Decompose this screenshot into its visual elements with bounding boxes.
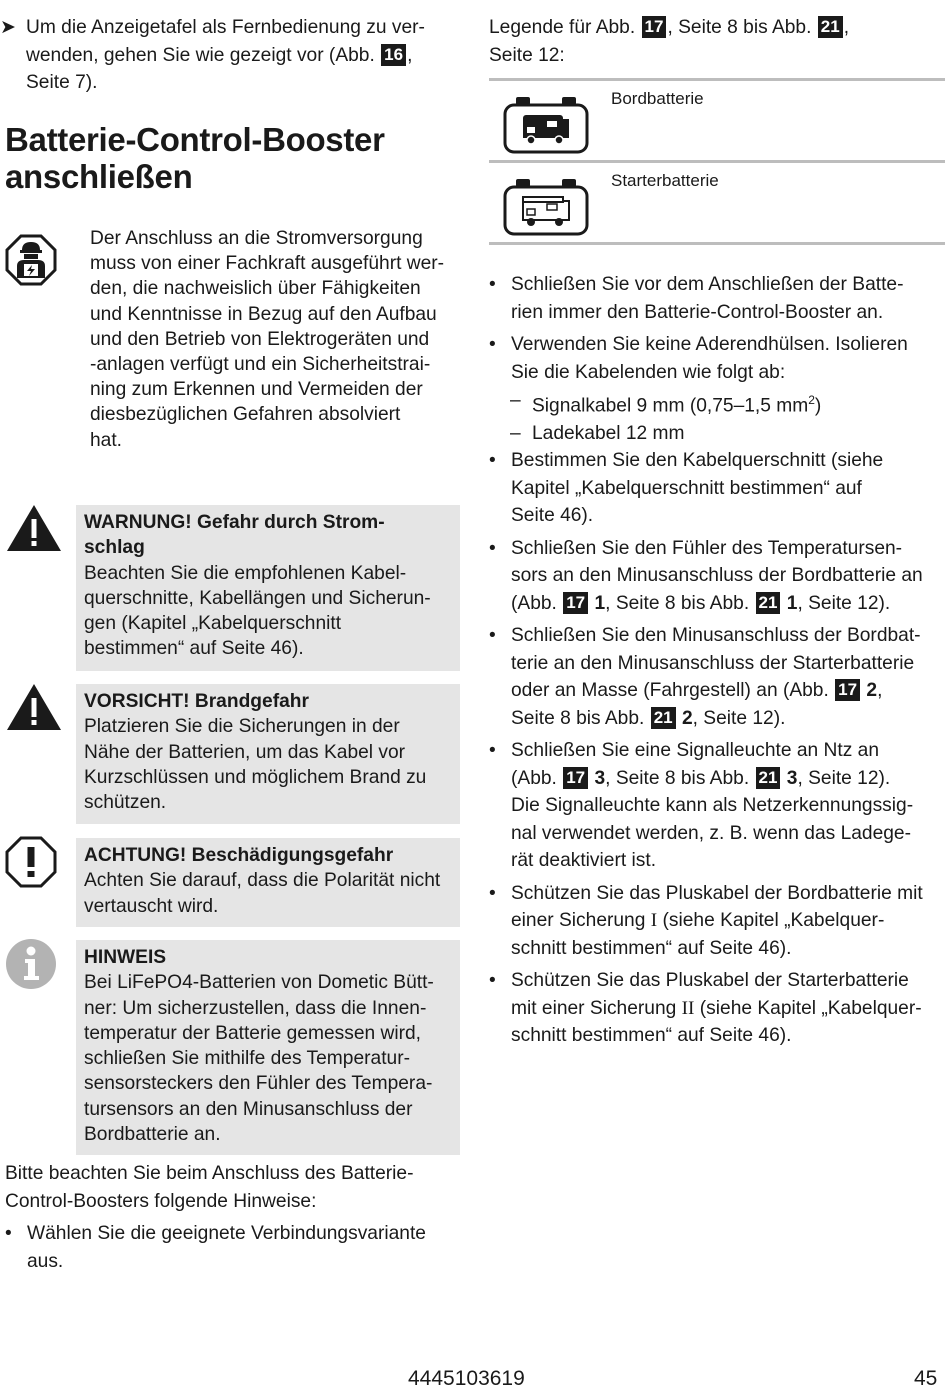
legend-divider — [489, 242, 945, 245]
left-bullet-list — [5, 1220, 460, 1275]
notice-box: ACHTUNG! Beschädigungsgefahr Achten Sie darauf, dass die Polarität nicht vertauscht wird. — [76, 838, 460, 927]
figure-badge: 16 — [381, 44, 406, 66]
list-item: – Signalkabel 9 mm (0,75–1,5 $mm^2$) — [510, 390, 822, 417]
qualified-personnel-text: Der Anschluss an die Stromversorgung muss von einer Fachkraft ausgeführt wer- den, die nachweislich über Fähigkeiten und Kenntnisse in Bezug auf den Aufbau und den Betrieb von Elektrogeräten und -anlagen verfügt und ein Sicherheitstrai- ning zum Erkennen und Vermeiden der diesbezüglichen Gefahren absolviert hat. — [90, 228, 445, 451]
right-bullet-list — [489, 271, 945, 391]
connection-notes-intro: Bitte beachten Sie beim Anschluss des Batterie- Control-Boosters folgende Hinweise: — [5, 1163, 414, 1212]
legend-label-onboard-battery: Bordbatterie — [611, 89, 704, 108]
right-bullet-list-2 — [489, 447, 945, 1050]
notice-octagon-icon — [5, 836, 57, 888]
legend-divider — [489, 160, 945, 163]
figure-badge: 17 — [563, 767, 588, 789]
warning-triangle-icon — [5, 503, 63, 553]
list-item: • Schließen Sie vor dem Anschließen der Batte- rien immer den Batterie-Control-Booster an. — [489, 274, 904, 323]
list-item: • Schließen Sie eine Signalleuchte an Ntz an (Abb. 17 3, Seite 8 bis Abb. 21 3, Seite 12). Die Signalleuchte kann als Netzerkennungssig- nal verwendet werden, z. B. wenn das Ladege- rät deaktiviert ist. — [489, 740, 914, 871]
figure-badge: 21 — [756, 767, 781, 789]
warning-box: WARNUNG! Gefahr durch Strom- schlag Beachten Sie die empfohlenen Kabel- querschnitte, Kabellängen und Sicherun- gen (Kapitel „Kabelquerschnitt bestimmen“ auf Seite 46). — [76, 505, 460, 671]
caution-triangle-icon — [5, 682, 63, 732]
list-item: • Wählen Sie die geeignete Verbindungsvariante aus. — [5, 1223, 426, 1272]
intro-instruction — [0, 14, 481, 97]
figure-badge: 17 — [563, 592, 588, 614]
strip-lengths — [489, 387, 945, 447]
figure-badge: 21 — [756, 592, 781, 614]
instruction-arrow-icon: ➤ — [0, 17, 16, 38]
starter-battery-icon — [503, 177, 589, 237]
qualified-personnel-icon — [5, 234, 57, 286]
list-item: • Schützen Sie das Pluskabel der Bordbatterie mit einer Sicherung I (siehe Kapitel „Kabelquer- schnitt bestimmen“ auf Seite 46). — [489, 882, 923, 959]
list-item: • Schließen Sie den Fühler des Temperatursen- sors an den Minusanschluss der Bordbatterie an (Abb. 17 1, Seite 8 bis Abb. 21 1, Seite 12). — [489, 537, 923, 614]
list-item: – Ladekabel 12 mm — [510, 422, 685, 444]
onboard-battery-icon — [503, 95, 589, 155]
figure-badge: 17 — [642, 16, 667, 38]
legend-intro: Legende für Abb. 17 , Seite 8 bis Abb. 21 , Seite 12: — [489, 17, 850, 66]
figure-badge: 21 — [818, 16, 843, 38]
section-heading: Batterie-Control-Booster anschließen — [5, 121, 385, 195]
intro-line-3: Seite 7). — [26, 72, 98, 93]
document-number: 4445103619 — [408, 1367, 525, 1390]
legend-label-starter-battery: Starterbatterie — [611, 171, 719, 190]
list-item: • Bestimmen Sie den Kabelquerschnitt (siehe Kapitel „Kabelquerschnitt bestimmen“ auf Seite 46). — [489, 450, 884, 526]
list-item: • Schützen Sie das Pluskabel der Starterbatterie mit einer Sicherung II (siehe Kapitel „Kabelquer- schnitt bestimmen“ auf Seite 46). — [489, 970, 922, 1046]
legend-divider — [489, 78, 945, 81]
list-item: • Schließen Sie den Minusanschluss der Bordbat- terie an den Minusanschluss der Starterbatterie oder an Masse (Fahrgestell) an (Abb. 17 2, Seite 8 bis Abb. 21 2, Seite 12). — [489, 625, 921, 729]
caution-box: VORSICHT! Brandgefahr Platzieren Sie die Sicherungen in der Nähe der Batterien, um das Kabel vor Kurzschlüssen und möglichem Brand zu schützen. — [76, 684, 460, 824]
hint-box: HINWEIS Bei LiFePO4-Batterien von Dometic Bütt- ner: Um sicherzustellen, dass die Innen- temperatur der Batterie gemessen wird, schließen Sie mithilfe des Temperatur- sensorsteckers den Fühler des Tempera- tursensors an den Minusanschluss der Bordbatterie an. — [76, 940, 460, 1155]
figure-badge: 17 — [835, 679, 860, 701]
list-item: • Verwenden Sie keine Aderendhülsen. Isolieren Sie die Kabelenden wie folgt ab: — [489, 334, 908, 383]
intro-line-1: Um die Anzeigetafel als Fernbedienung zu ver- — [26, 17, 425, 38]
figure-badge: 21 — [651, 707, 676, 729]
info-icon — [5, 938, 57, 990]
intro-line-2: wenden, gehen Sie wie gezeigt vor (Abb. 16 , — [26, 44, 413, 66]
page-number: 45 — [914, 1367, 938, 1390]
